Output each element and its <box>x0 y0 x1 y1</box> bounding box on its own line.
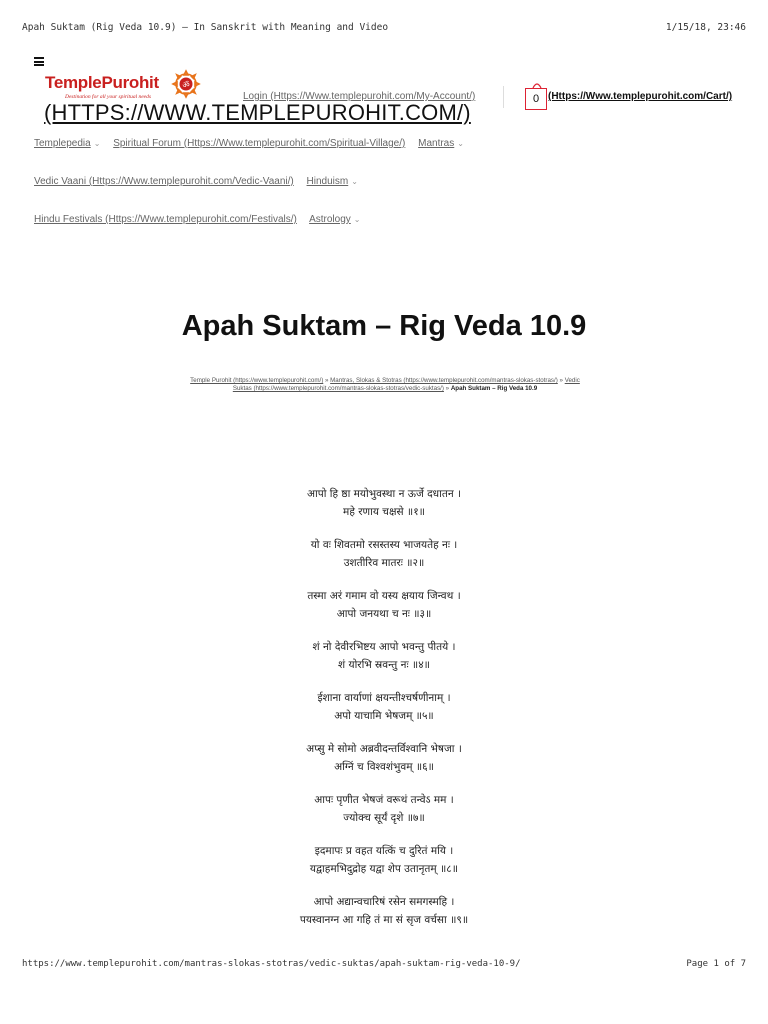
verse-line: यो वः शिवतमो रसस्तस्य भाजयतेह नः । <box>310 539 458 551</box>
verse-line: आपः पृणीत भेषजं वरूथं तन्वेऽ मम । <box>314 794 454 806</box>
header-divider <box>503 86 504 108</box>
breadcrumb <box>190 377 580 393</box>
verse-line: ईशाना वार्याणां क्षयन्तीश्चर्षणीनाम् । <box>317 692 451 704</box>
verse-1 <box>0 485 768 521</box>
cart-handle-icon <box>531 80 543 88</box>
cart-count-badge[interactable]: 0 <box>525 88 547 110</box>
nav-item-label: Vedic Vaani (Https://Www.templepurohit.com/Vedic-Vaani/) <box>34 176 294 187</box>
verse-line: अपो याचामि भेषजम् ॥५॥ <box>334 710 434 722</box>
cart-link[interactable]: (Https://Www.templepurohit.com/Cart/) <box>548 91 733 102</box>
breadcrumb-separator: » <box>557 377 565 384</box>
home-link[interactable]: (HTTPS://WWW.TEMPLEPUROHIT.COM/) <box>44 100 471 125</box>
verse-line: ज्योक्च सूर्यं दृशे ॥७॥ <box>343 812 425 824</box>
verse-line: उशतीरिव मातरः ॥२॥ <box>343 557 425 569</box>
chevron-down-icon: ⌄ <box>93 139 101 148</box>
nav-item-templepedia[interactable] <box>34 138 100 149</box>
nav-row <box>34 176 368 187</box>
nav-item-hinduism[interactable] <box>307 176 358 187</box>
print-header <box>22 22 746 36</box>
nav-item-label: Hindu Festivals (Https://Www.templepurohit.com/Festivals/) <box>34 214 297 225</box>
verse-line: इदमापः प्र वहत यत्किं च दुरितं मयि । <box>314 845 454 857</box>
nav-item-label: Spiritual Forum (Https://Www.templepurohit.com/Spiritual-Village/) <box>113 138 406 149</box>
verse-line: तस्मा अरं गमाम वो यस्य क्षयाय जिन्वथ । <box>307 590 461 602</box>
verse-6 <box>0 740 768 776</box>
hamburger-menu-icon[interactable] <box>34 57 44 66</box>
nav-row <box>34 138 474 149</box>
chevron-down-icon: ⌄ <box>351 177 358 186</box>
verse-line: शं योरभि स्रवन्तु नः ॥४॥ <box>338 659 430 671</box>
nav-item-label: Astrology <box>309 214 351 225</box>
svg-text:ॐ: ॐ <box>182 80 190 90</box>
verse-7 <box>0 791 768 827</box>
nav-item-spiritual-forum[interactable] <box>113 138 405 149</box>
login-link[interactable]: Login (Https://Www.templepurohit.com/My-Account/) <box>243 91 476 102</box>
nav-item-label: Mantras <box>418 138 455 149</box>
verse-line: अप्सु मे सोमो अब्रवीदन्तर्विश्वानि भेषजा । <box>306 743 462 755</box>
nav-row <box>34 214 370 225</box>
verse-9 <box>0 893 768 929</box>
chevron-down-icon: ⌄ <box>457 139 464 148</box>
verse-4 <box>0 638 768 674</box>
breadcrumb-item[interactable]: Mantras, Slokas & Stotras (https://www.templepurohit.com/mantras-slokas-stotras/) <box>330 377 558 384</box>
nav-item-astrology[interactable] <box>309 214 360 225</box>
nav-item-label: Hinduism <box>306 176 349 187</box>
verse-line: आपो अद्यान्वचारिषं रसेन समगस्महि । <box>313 896 455 908</box>
verse-line: अग्निं च विश्वशंभुवम् ॥६॥ <box>334 761 434 773</box>
verse-5 <box>0 689 768 725</box>
logo-wordmark: TemplePurohit <box>45 73 159 92</box>
nav-item-mantras[interactable] <box>418 138 464 149</box>
breadcrumb-separator: » <box>443 385 451 392</box>
verse-3 <box>0 587 768 623</box>
nav-item-label: Templepedia <box>34 138 91 149</box>
om-lotus-icon <box>171 69 201 99</box>
verse-8 <box>0 842 768 878</box>
nav-item-vedic-vaani[interactable] <box>34 176 294 187</box>
verse-line: शं नो देवीरभिष्टय आपो भवन्तु पीतये । <box>312 641 456 653</box>
verse-2 <box>0 536 768 572</box>
verse-line: पयस्वानग्न आ गहि तं मा सं सृज वर्चसा ॥९॥ <box>299 914 469 926</box>
nav-item-hindu-festivals[interactable] <box>34 214 297 225</box>
verse-line: महे रणाय चक्षसे ॥१॥ <box>343 506 425 518</box>
breadcrumb-separator: » <box>323 377 331 384</box>
verse-line: आपो जनयथा च नः ॥३॥ <box>336 608 432 620</box>
print-datetime: 1/15/18, 23:46 <box>665 22 746 33</box>
logo-tagline: Destination for all your spiritual needs <box>65 94 152 100</box>
breadcrumb-item[interactable]: Temple Purohit (https://www.templepurohit.com/) <box>190 377 324 384</box>
verse-list <box>0 485 768 944</box>
page-title: Apah Suktam – Rig Veda 10.9 <box>181 310 587 342</box>
print-page-title: Apah Suktam (Rig Veda 10.9) – In Sanskrit with Meaning and Video <box>22 22 389 33</box>
breadcrumb-current: Apah Suktam – Rig Veda 10.9 <box>450 385 538 392</box>
verse-line: यद्वाहमभिदुद्रोह यद्वा शेप उतानृतम् ॥८॥ <box>309 863 459 875</box>
print-url: https://www.templepurohit.com/mantras-slokas-stotras/vedic-suktas/apah-suktam-rig-veda-10-9/ <box>22 959 521 969</box>
chevron-down-icon: ⌄ <box>353 215 361 224</box>
breadcrumb-item[interactable]: Vedic Suktas (https://www.templepurohit.com/mantras-slokas-stotras/vedic-suktas/) <box>232 377 580 392</box>
print-page-number: Page 1 of 7 <box>686 959 746 969</box>
verse-line: आपो हि ष्ठा मयोभुवस्था न ऊर्जे दधातन । <box>307 488 461 500</box>
